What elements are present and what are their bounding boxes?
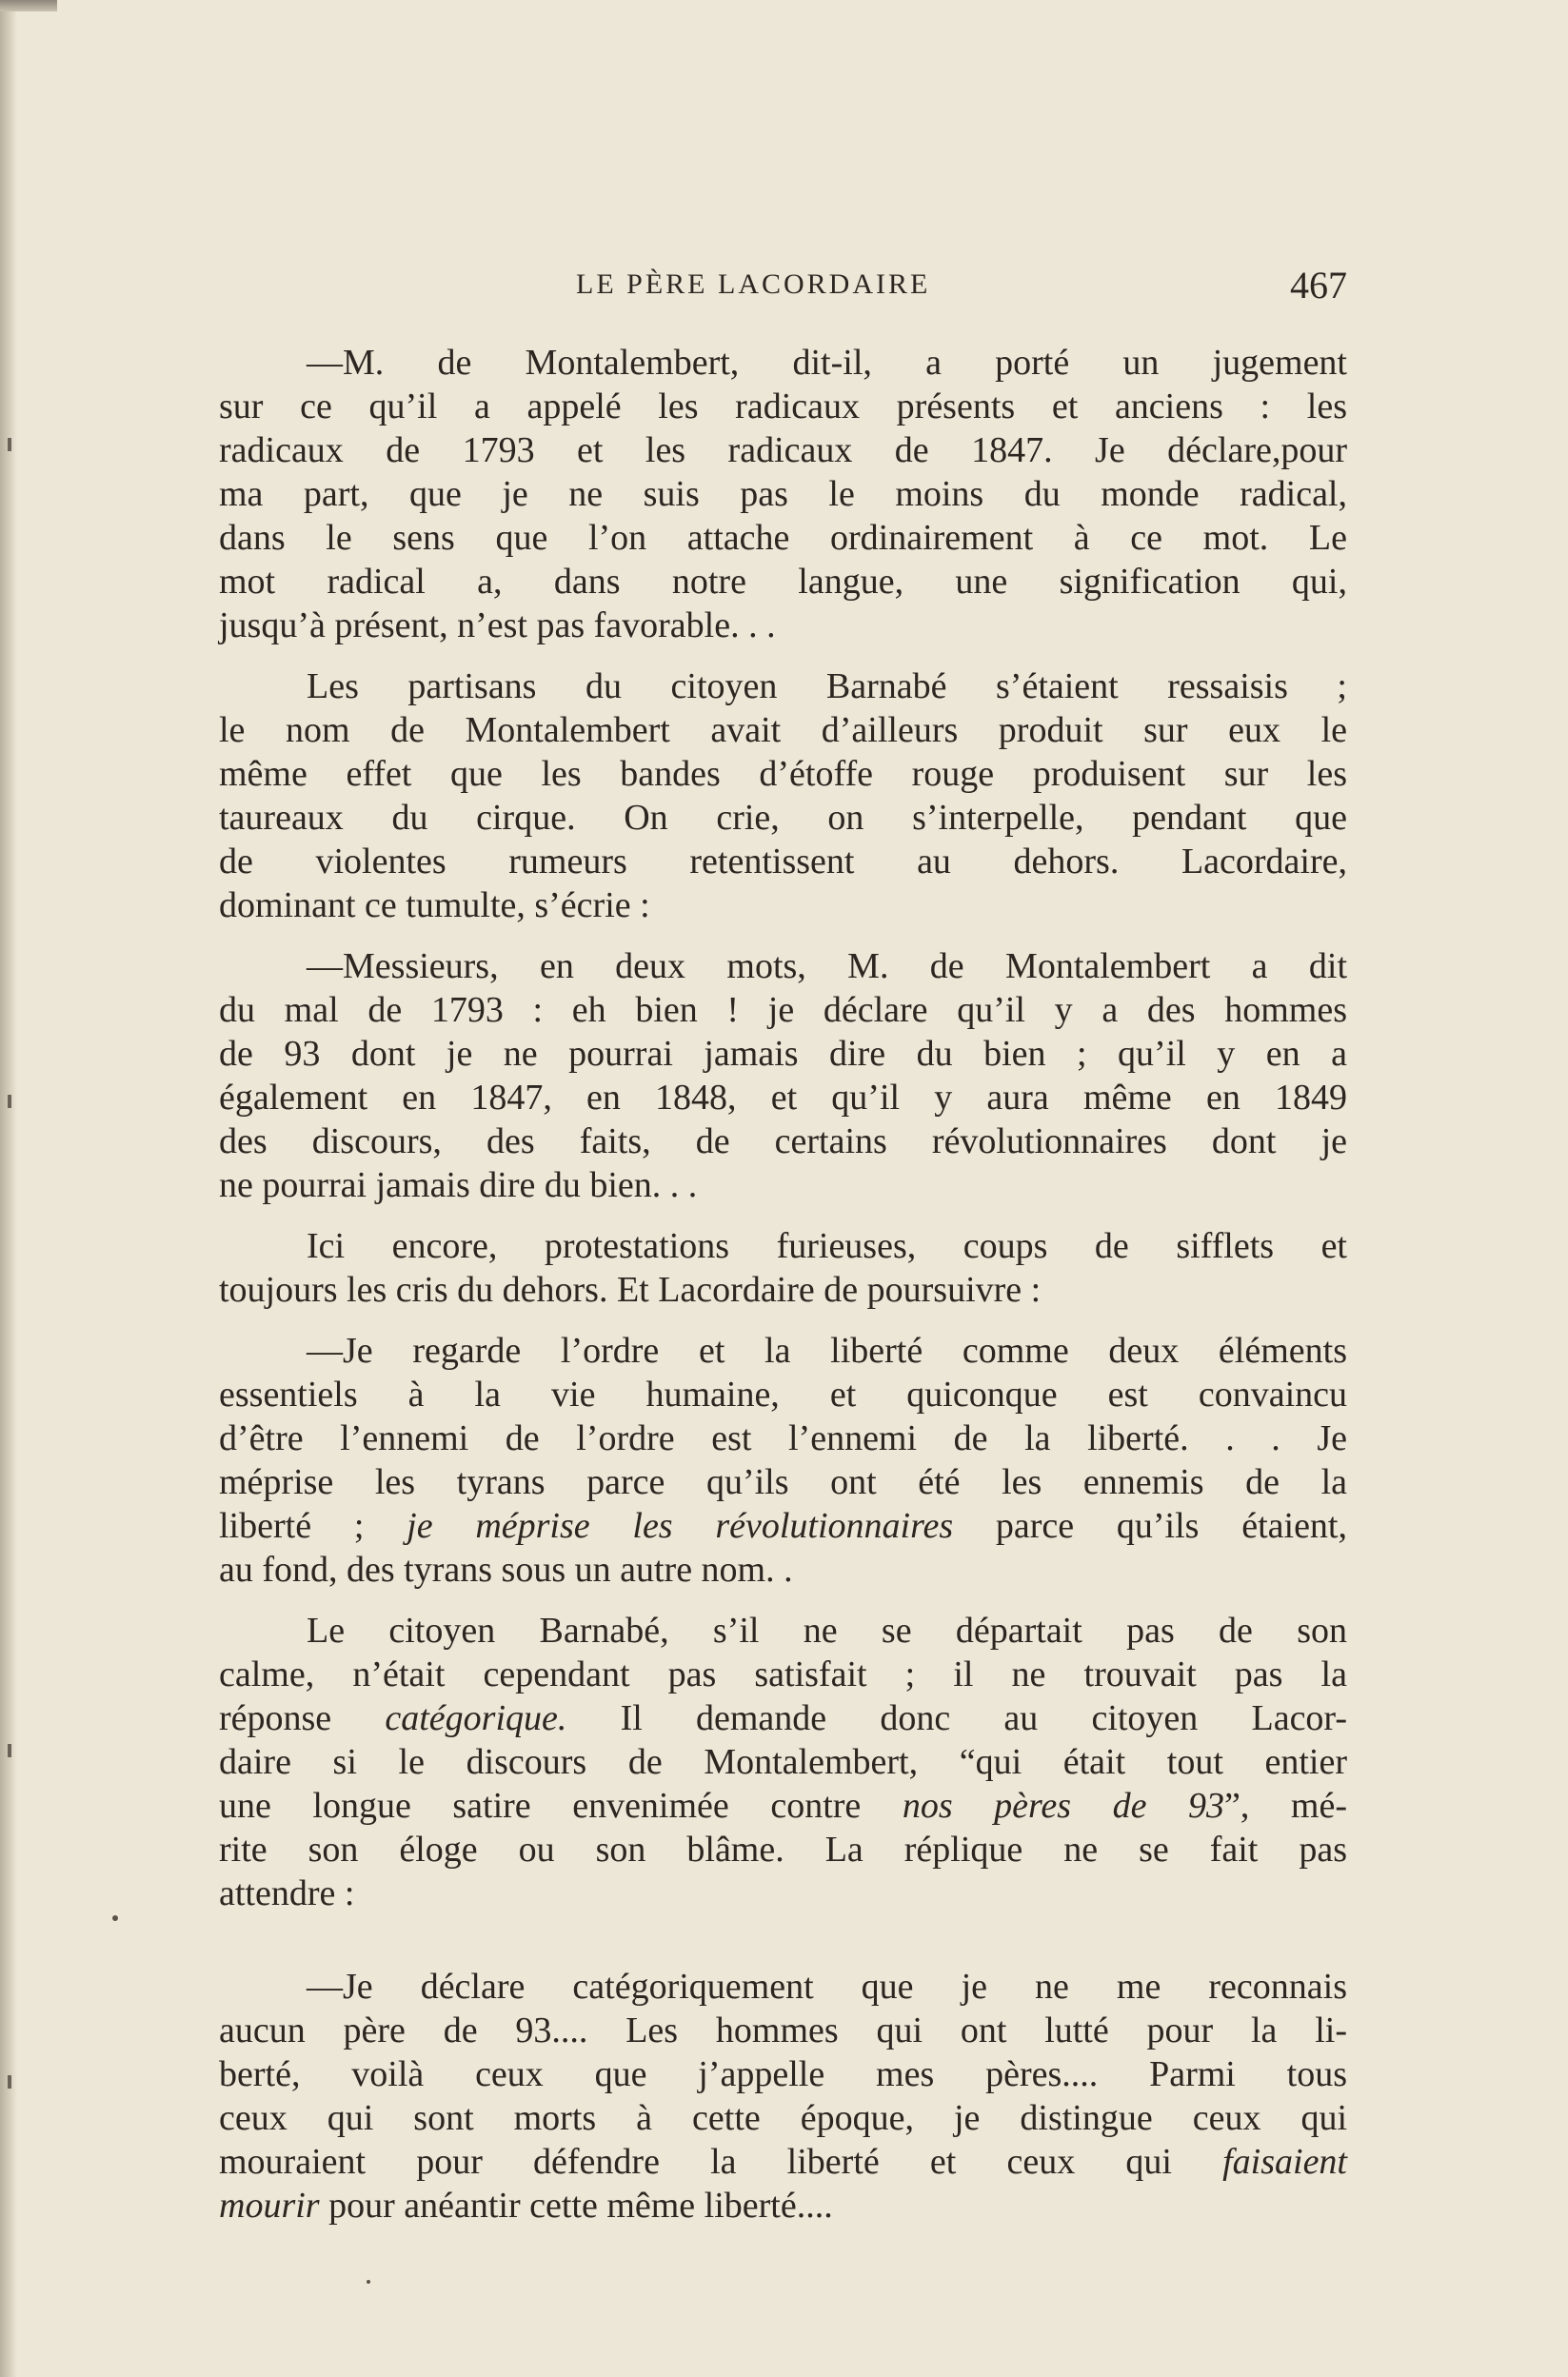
text-line xyxy=(219,1416,1347,1460)
text-run: parce qu’ils étaient, xyxy=(953,1506,1347,1546)
text-line xyxy=(219,2052,1347,2096)
text-line xyxy=(219,2140,1347,2184)
italic-text: catégorique. xyxy=(385,1698,567,1738)
text-line xyxy=(219,1032,1347,1076)
text-line xyxy=(219,1268,1347,1312)
text-line xyxy=(219,840,1347,883)
italic-text: je méprise les révolutionnaires xyxy=(407,1506,954,1546)
paragraph-gap xyxy=(219,1312,1347,1329)
italic-text: nos pères de 93 xyxy=(902,1786,1225,1826)
text-line xyxy=(219,1696,1347,1740)
paragraph-gap xyxy=(219,1592,1347,1609)
text-run: le nom de Montalembert avait d’ailleurs produit sur eux le xyxy=(219,710,1347,750)
paragraph xyxy=(219,664,1347,927)
text-run: mouraient pour défendre la liberté et ceux qui xyxy=(219,2142,1223,2182)
text-line xyxy=(219,1740,1347,1784)
text-run: liberté ; xyxy=(219,1506,407,1546)
text-run: au fond, des tyrans sous un autre nom. . xyxy=(219,1550,793,1590)
text-run: —Je regarde l’ordre et la liberté comme deux éléments xyxy=(307,1331,1347,1371)
text-line xyxy=(219,1460,1347,1504)
text-run: réponse xyxy=(219,1698,386,1738)
text-run: berté, voilà ceux que j’appelle mes pères.... Parmi tous xyxy=(219,2054,1347,2094)
text-run: une longue satire envenimée contre xyxy=(219,1786,903,1826)
text-run: de violentes rumeurs retentissent au dehors. Lacordaire, xyxy=(219,842,1347,881)
text-run: des discours, des faits, de certains révolutionnaires dont je xyxy=(219,1121,1347,1161)
text-line xyxy=(219,1329,1347,1373)
text-line xyxy=(219,1609,1347,1653)
text-run: rite son éloge ou son blâme. La réplique ne se fait pas xyxy=(219,1830,1347,1870)
text-run: mot radical a, dans notre langue, une signification qui, xyxy=(219,562,1347,602)
text-run: sur ce qu’il a appelé les radicaux présents et anciens : les xyxy=(219,386,1347,426)
text-line xyxy=(219,988,1347,1032)
italic-text: mourir xyxy=(219,2186,320,2226)
text-run: même effet que les bandes d’étoffe rouge produisent sur les xyxy=(219,754,1347,794)
paragraph xyxy=(219,1329,1347,1592)
text-run: jusqu’à présent, n’est pas favorable. . . xyxy=(219,605,776,645)
paragraph-gap xyxy=(219,1207,1347,1224)
text-line xyxy=(219,560,1347,604)
text-line xyxy=(219,708,1347,752)
text-run: calme, n’était cependant pas satisfait ; il ne trouvait pas la xyxy=(219,1654,1347,1694)
margin-mark xyxy=(8,1095,11,1108)
text-run: Il demande donc au citoyen Lacor- xyxy=(566,1698,1347,1738)
text-line xyxy=(219,1653,1347,1696)
text-run: de 93 dont je ne pourrai jamais dire du bien ; qu’il y en a xyxy=(219,1034,1347,1074)
running-head xyxy=(219,264,1347,307)
paper-speck xyxy=(112,1915,118,1921)
text-line xyxy=(219,944,1347,988)
text-line xyxy=(219,883,1347,927)
text-run: radicaux de 1793 et les radicaux de 1847. Je déclare,pour xyxy=(219,430,1347,470)
text-line xyxy=(219,1828,1347,1872)
text-run: attendre : xyxy=(219,1873,355,1913)
margin-mark xyxy=(8,2075,11,2089)
paragraph-gap xyxy=(219,1915,1347,1965)
paragraph xyxy=(219,1965,1347,2228)
paragraph-gap xyxy=(219,927,1347,944)
text-line xyxy=(219,516,1347,560)
paragraph xyxy=(219,1609,1347,1915)
text-line xyxy=(219,1119,1347,1163)
text-line xyxy=(219,1548,1347,1592)
text-line xyxy=(219,385,1347,428)
text-line xyxy=(219,1076,1347,1119)
text-run: du mal de 1793 : eh bien ! je déclare qu’il y a des hommes xyxy=(219,990,1347,1030)
text-run: essentiels à la vie humaine, et quiconque est convaincu xyxy=(219,1375,1347,1415)
page-top-edge xyxy=(0,0,57,11)
text-line xyxy=(219,2009,1347,2052)
text-run: dans le sens que l’on attache ordinairement à ce mot. Le xyxy=(219,518,1347,558)
text-run: dominant ce tumulte, s’écrie : xyxy=(219,885,650,925)
body-text xyxy=(219,341,1347,2228)
italic-text: faisaient xyxy=(1222,2142,1347,2182)
text-line xyxy=(219,1504,1347,1548)
text-line xyxy=(219,1872,1347,1915)
text-run: pour anéantir cette même liberté.... xyxy=(319,2186,833,2226)
text-line xyxy=(219,664,1347,708)
page-edge-shadow xyxy=(0,0,17,2377)
text-run: d’être l’ennemi de l’ordre est l’ennemi de la liberté. . . Je xyxy=(219,1418,1347,1458)
text-run: daire si le discours de Montalembert, “qui était tout entier xyxy=(219,1742,1347,1782)
text-line xyxy=(219,1163,1347,1207)
text-run: Les partisans du citoyen Barnabé s’étaient ressaisis ; xyxy=(307,666,1347,706)
paragraph xyxy=(219,944,1347,1207)
text-run: également en 1847, en 1848, et qu’il y aura même en 1849 xyxy=(219,1078,1347,1118)
paragraph-gap xyxy=(219,647,1347,664)
text-run: —Je déclare catégoriquement que je ne me reconnais xyxy=(307,1967,1347,2007)
text-line xyxy=(219,2184,1347,2228)
text-run: Ici encore, protestations furieuses, coups de sifflets et xyxy=(307,1226,1347,1266)
margin-mark xyxy=(8,1744,11,1757)
text-line xyxy=(219,1784,1347,1828)
text-run: —Messieurs, en deux mots, M. de Montalembert a dit xyxy=(307,946,1347,986)
text-line xyxy=(219,341,1347,385)
text-line xyxy=(219,2096,1347,2140)
paper-speck xyxy=(367,2280,370,2284)
text-run: taureaux du cirque. On crie, on s’interpelle, pendant que xyxy=(219,798,1347,838)
margin-mark xyxy=(8,438,11,451)
paragraph xyxy=(219,1224,1347,1312)
text-run: aucun père de 93.... Les hommes qui ont lutté pour la li- xyxy=(219,2011,1347,2050)
text-run: ma part, que je ne suis pas le moins du monde radical, xyxy=(219,474,1347,514)
text-run: ”, mé- xyxy=(1224,1786,1348,1826)
paragraph xyxy=(219,341,1347,647)
text-run: ceux qui sont morts à cette époque, je distingue ceux qui xyxy=(219,2098,1347,2138)
text-line xyxy=(219,472,1347,516)
text-line xyxy=(219,752,1347,796)
text-line xyxy=(219,604,1347,647)
page-number: 467 xyxy=(1290,264,1347,307)
running-title: LE PÈRE LACORDAIRE xyxy=(576,268,931,300)
text-line xyxy=(219,1373,1347,1416)
text-run: toujours les cris du dehors. Et Lacordaire de poursuivre : xyxy=(219,1270,1042,1310)
text-line xyxy=(219,796,1347,840)
text-line xyxy=(219,1224,1347,1268)
text-run: ne pourrai jamais dire du bien. . . xyxy=(219,1165,698,1205)
text-run: —M. de Montalembert, dit-il, a porté un jugement xyxy=(307,343,1347,383)
text-line xyxy=(219,1965,1347,2009)
text-run: Le citoyen Barnabé, s’il ne se départait pas de son xyxy=(307,1611,1347,1651)
text-run: méprise les tyrans parce qu’ils ont été les ennemis de la xyxy=(219,1462,1347,1502)
text-line xyxy=(219,428,1347,472)
